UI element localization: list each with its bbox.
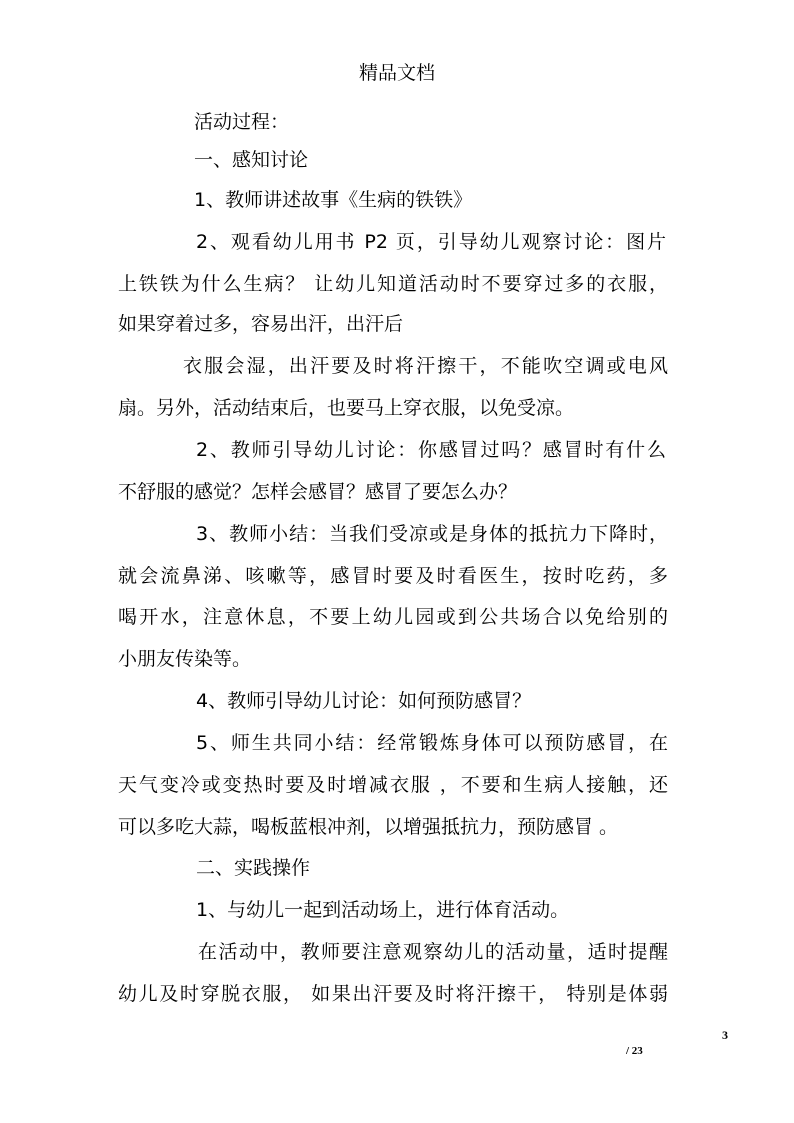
text-line: 2、观看幼儿用书 P2 页，引导幼儿观察讨论：图片 [196,231,666,253]
text-line: 可以多吃大蒜，喝板蓝根冲剂，以增强抵抗力，预防感冒 。 [118,816,619,838]
page-header-title: 精品文档 [358,62,435,84]
text-line: 3、教师小结：当我们受凉或是身体的抵抗力下降时， [196,523,668,545]
text-line: 幼儿及时穿脱衣服， 如果出汗要及时将汗擦干， 特别是体弱 [118,983,668,1005]
text-line: 天气变冷或变热时要及时增减衣服 ，不要和生病人接触，还 [118,774,668,796]
text-line: 二、实践操作 [196,857,311,879]
text-line: 4、教师引导幼儿讨论：如何预防感冒？ [196,690,532,712]
text-line: 5、师生共同小结：经常锻炼身体可以预防感冒，在 [196,732,668,754]
text-line: 活动过程： [194,111,290,133]
text-line: 喝开水，注意休息，不要上幼儿园或到公共场合以免给别的 [118,606,668,628]
text-line: 不舒服的感觉？怎样会感冒？感冒了要怎么办？ [118,481,518,503]
text-line: 如果穿着过多，容易出汗，出汗后 [118,313,404,335]
text-line: 2、教师引导幼儿讨论：你感冒过吗？感冒时有什么 [196,439,666,461]
text-line: 扇。另外，活动结束后，也要马上穿衣服，以免受凉。 [118,397,575,419]
text-line: 在活动中，教师要注意观察幼儿的活动量，适时提醒 [198,941,668,963]
text-line: 1、教师讲述故事《生病的铁铁》 [194,189,473,211]
text-line: 上铁铁为什么生病？ 让幼儿知道活动时不要穿过多的衣服， [118,273,668,295]
page-number: 3 [722,1028,728,1042]
text-line: 1、与幼儿一起到活动场上，进行体育活动。 [196,899,570,921]
text-line: 衣服会湿，出汗要及时将汗擦干，不能吹空调或电风 [183,355,668,377]
page-total: / 23 [626,1045,643,1057]
text-line: 就会流鼻涕、咳嗽等，感冒时要及时看医生，按时吃药，多 [118,565,668,587]
text-line: 小朋友传染等。 [118,648,252,670]
text-line: 一、感知讨论 [194,149,309,171]
